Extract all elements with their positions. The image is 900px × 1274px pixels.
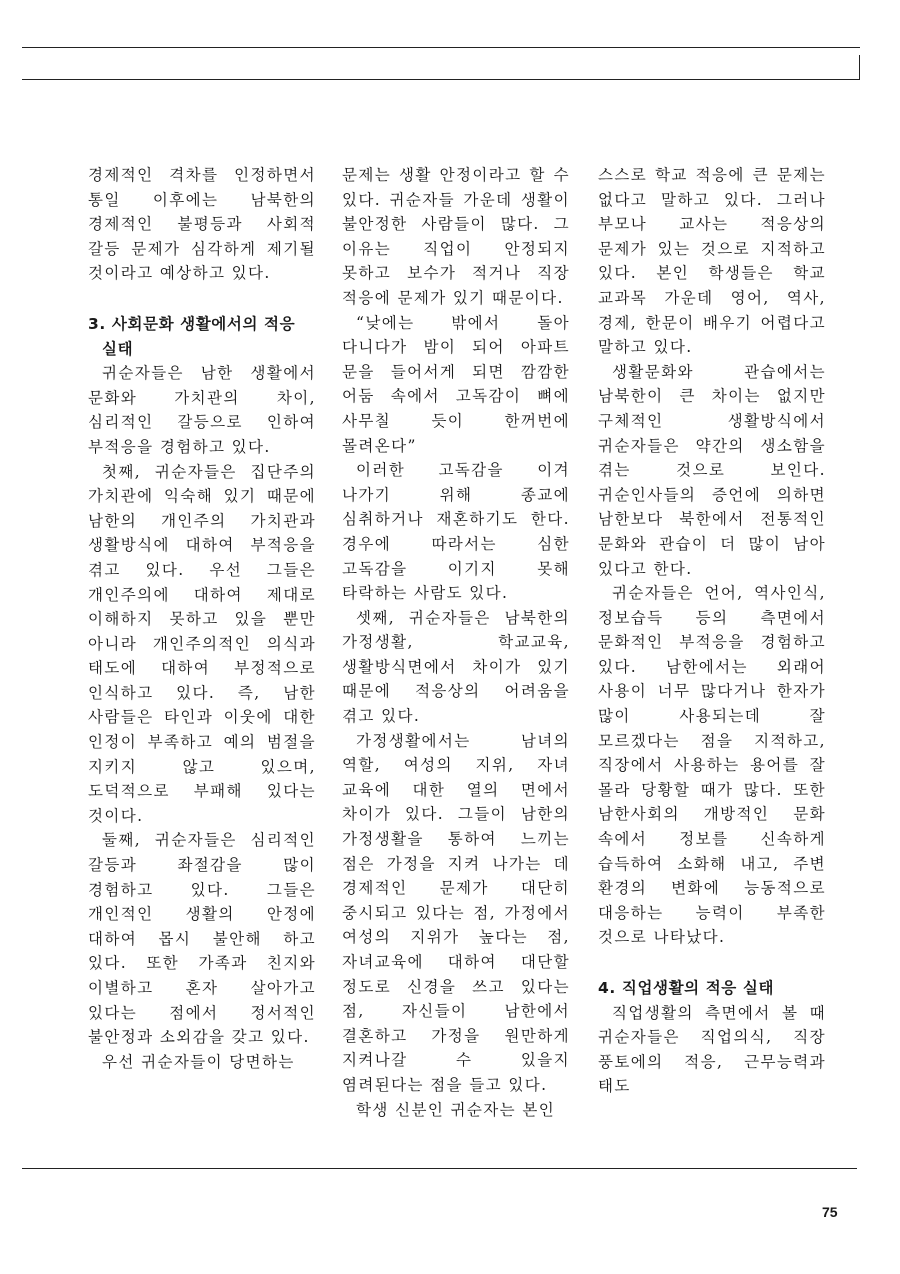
text-column-3: [598, 163, 826, 1099]
body-paragraph: 둘째, 귀순자들은 심리적인 갈등과 좌절감을 많이 경험하고 있다. 그들은 개인적인 생활의 안정에 대하여 몹시 불안해 하고 있다. 또한 가족과 친지와 이별하고 혼자 살아가고 있다는 점에서 정서적인 불안정과 소외감을 갖고 있다.: [88, 831, 316, 1047]
body-paragraph: 이러한 고독감을 이겨 나가기 위해 종교에 심취하거나 재혼하기도 한다. 경우에 따라서는 심한 고독감을 이기지 못해 타락하는 사람도 있다.: [342, 461, 570, 603]
text-column-2: [342, 163, 570, 1122]
section-heading-title: 4. 직업생활의 적응 실태: [598, 979, 775, 997]
body-paragraph: 귀순자들은 언어, 역사인식, 정보습득 등의 측면에서 문화적인 부적응을 경험하고 있다. 남한에서는 외래어 사용이 너무 많다거나 한자가 많이 사용되는데 잘 모르겠다는 점을 지적하고, 직장에서 사용하는 용어를 잘 몰라 당황할 때가 많다. 또한 남한사회의 개방적인 문화 속에서 정보를 신속하게 습득하여 소화해 내고, 주변 환경의 변화에 능동적으로 대응하는 능력이 부족한 것으로 나타났다.: [598, 584, 826, 947]
body-paragraph: 귀순자들은 남한 생활에서 문화와 가치관의 차이, 심리적인 갈등으로 인하여 부적응을 경험하고 있다.: [88, 364, 316, 456]
header-rule-corner: [859, 55, 860, 80]
body-paragraph: 셋째, 귀순자들은 남북한의 가정생활, 학교교육, 생활방식면에서 차이가 있기 때문에 적응상의 어려움을 겪고 있다.: [342, 608, 570, 726]
body-paragraph: 가정생활에서는 남녀의 역할, 여성의 지위, 자녀 교육에 대한 열의 면에서 차이가 있다. 그들이 남한의 가정생활을 통하여 느끼는 점은 가정을 지켜 나가는 데 경제적인 문제가 대단히 중시되고 있다는 점, 가정에서 여성의 지위가 높다는 점, 자녀교육에 대하여 대단할 정도로 신경을 쓰고 있다는 점, 자신들이 남한에서 결혼하고 가정을 원만하게 지켜나갈 수 있을지 염려된다는 점을 들고 있다.: [342, 731, 570, 1094]
section-heading-subtitle: 실태: [102, 339, 134, 358]
footer-rule: [22, 1168, 857, 1169]
header-rule-top: [22, 47, 860, 48]
body-paragraph: 생활문화와 관습에서는 남북한이 큰 차이는 없지만 구체적인 생활방식에서 귀순자들은 약간의 생소함을 겪는 것으로 보인다. 귀순인사들의 증언에 의하면 남한보다 북한에서 전통적인 문화와 관습이 더 많이 남아 있다고 한다.: [598, 362, 826, 578]
page-number: 75: [822, 1204, 838, 1220]
body-paragraph: 문제는 생활 안정이라고 할 수 있다. 귀순자들 가운데 생활이 불안정한 사람들이 많다. 그 이유는 직업이 안정되지 못하고 보수가 적거나 직장 적응에 문제가 있기 때문이다.: [342, 166, 570, 307]
body-paragraph: 경제적인 격차를 인정하면서 통일 이후에는 남북한의 경제적인 불평등과 사회적 갈등 문제가 심각하게 제기될 것이라고 예상하고 있다.: [88, 166, 316, 283]
body-paragraph: “낮에는 밖에서 돌아 다니다가 밤이 되어 아파트 문을 들어서게 되면 깜깜한 어둠 속에서 고독감이 뼈에 사무칠 듯이 한꺼번에 몰려온다”: [342, 313, 570, 455]
section-heading: [598, 976, 826, 1001]
body-paragraph: 직업생활의 측면에서 볼 때 귀순자들은 직업의식, 직장 풍토에의 적응, 근무능력과 태도: [598, 1003, 826, 1096]
section-heading: [88, 312, 316, 361]
body-paragraph: 우선 귀순자들이 당면하는: [102, 1052, 295, 1071]
header-rule-bottom: [22, 79, 860, 80]
section-heading-title: 3. 사회문화 생활에서의 적응: [88, 314, 296, 333]
text-column-1: [88, 163, 316, 1074]
body-paragraph: 첫째, 귀순자들은 집단주의 가치관에 익숙해 있기 때문에 남한의 개인주의 가치관과 생활방식에 대하여 부적응을 겪고 있다. 우선 그들은 개인주의에 대하여 제대로 이해하지 못하고 있을 뿐만 아니라 개인주의적인 의식과 태도에 대하여 부정적으로 인식하고 있다. 즉, 남한 사람들은 타인과 이웃에 대한 인정이 부족하고 예의 범절을 지키지 않고 있으며, 도덕적으로 부패해 있다는 것이다.: [88, 462, 316, 825]
body-paragraph: 스스로 학교 적응에 큰 문제는 없다고 말하고 있다. 그러나 부모나 교사는 적응상의 문제가 있는 것으로 지적하고 있다. 본인 학생들은 학교 교과목 가운데 영어, 역사, 경제, 한문이 배우기 어렵다고 말하고 있다.: [598, 166, 826, 357]
body-paragraph: 학생 신분인 귀순자는 본인: [356, 1100, 556, 1119]
